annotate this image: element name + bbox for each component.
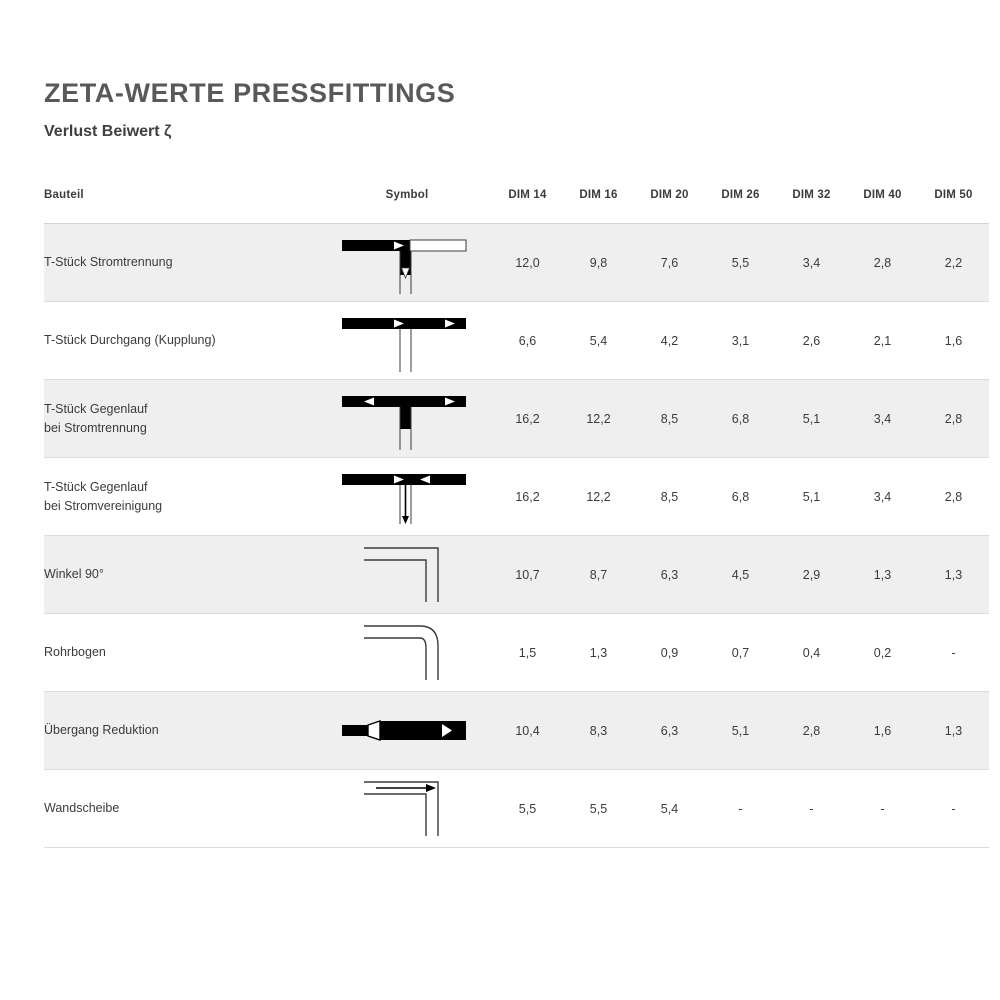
header-dim-50: DIM 50 bbox=[918, 167, 989, 224]
row-value: 0,9 bbox=[660, 645, 679, 660]
header-dim-32: DIM 32 bbox=[776, 167, 847, 224]
header-dim-20: DIM 20 bbox=[634, 167, 705, 224]
reducer-icon bbox=[322, 692, 492, 770]
wall-plate-icon bbox=[322, 770, 492, 848]
row-part-name bbox=[44, 302, 322, 380]
row-value: 8,5 bbox=[660, 411, 679, 426]
row-value: 0,2 bbox=[873, 645, 892, 660]
table-row bbox=[44, 380, 989, 458]
table-header-row bbox=[44, 167, 989, 224]
row-value: 8,5 bbox=[660, 489, 679, 504]
row-value: 5,1 bbox=[802, 489, 821, 504]
part-label-line1: T-Stück Gegenlauf bbox=[44, 480, 148, 495]
row-value: 5,5 bbox=[518, 801, 537, 816]
row-value: 10,4 bbox=[515, 723, 540, 738]
table-row bbox=[44, 302, 989, 380]
table-row bbox=[44, 770, 989, 848]
row-value: 6,8 bbox=[731, 411, 750, 426]
row-value: 10,7 bbox=[515, 567, 540, 582]
part-label-line2: bei Stromtrennung bbox=[44, 420, 147, 435]
row-value: 2,8 bbox=[873, 255, 892, 270]
row-value: 3,4 bbox=[873, 489, 892, 504]
table-row bbox=[44, 536, 989, 614]
table-row bbox=[44, 458, 989, 536]
row-part-name bbox=[44, 614, 322, 692]
row-value: 6,3 bbox=[660, 723, 679, 738]
row-value: 8,7 bbox=[589, 567, 608, 582]
row-value: 9,8 bbox=[589, 255, 608, 270]
table-row bbox=[44, 692, 989, 770]
row-value: 4,2 bbox=[660, 333, 679, 348]
row-value: 5,5 bbox=[589, 801, 608, 816]
row-value: 5,5 bbox=[731, 255, 750, 270]
table-row bbox=[44, 614, 989, 692]
header-symbol: Symbol bbox=[322, 167, 492, 224]
part-label-line2: bei Stromvereinigung bbox=[44, 498, 163, 513]
table-header bbox=[44, 167, 989, 224]
row-value: 1,6 bbox=[873, 723, 892, 738]
row-value: 0,7 bbox=[731, 645, 750, 660]
part-label-line1: T-Stück Gegenlauf bbox=[44, 402, 148, 417]
table-row bbox=[44, 224, 989, 302]
row-value: 5,1 bbox=[802, 411, 821, 426]
row-value: - bbox=[880, 801, 885, 816]
header-dim-16: DIM 16 bbox=[563, 167, 634, 224]
row-value: 12,2 bbox=[586, 489, 611, 504]
table-body bbox=[44, 224, 989, 848]
row-value: 2,8 bbox=[944, 411, 963, 426]
zeta-values-table bbox=[44, 167, 989, 848]
row-value: 3,4 bbox=[873, 411, 892, 426]
row-value: 16,2 bbox=[515, 489, 540, 504]
row-value: 2,8 bbox=[802, 723, 821, 738]
row-value: 12,0 bbox=[515, 255, 540, 270]
header-dim-14: DIM 14 bbox=[492, 167, 563, 224]
part-label-line1: T-Stück Stromtrennung bbox=[44, 255, 173, 270]
header-bauteil: Bauteil bbox=[44, 167, 322, 224]
row-value: 1,5 bbox=[518, 645, 537, 660]
row-part-name bbox=[44, 770, 322, 848]
row-value: 1,3 bbox=[589, 645, 608, 660]
row-value: 3,1 bbox=[731, 333, 750, 348]
row-value: 2,6 bbox=[802, 333, 821, 348]
row-value: - bbox=[951, 801, 956, 816]
header-dim-40: DIM 40 bbox=[847, 167, 918, 224]
row-value: 1,6 bbox=[944, 333, 963, 348]
row-value: 0,4 bbox=[802, 645, 821, 660]
tee-counterflow-split-icon bbox=[322, 380, 492, 458]
row-value: 1,3 bbox=[944, 567, 963, 582]
tee-counterflow-merge-icon bbox=[322, 458, 492, 536]
row-value: 5,1 bbox=[731, 723, 750, 738]
row-value: 1,3 bbox=[873, 567, 892, 582]
row-value: 2,1 bbox=[873, 333, 892, 348]
row-value: 6,8 bbox=[731, 489, 750, 504]
tee-straight-through-icon bbox=[322, 302, 492, 380]
row-value: 5,4 bbox=[660, 801, 679, 816]
row-value: 8,3 bbox=[589, 723, 608, 738]
part-label-line1: Übergang Reduktion bbox=[44, 723, 159, 738]
row-value: 6,3 bbox=[660, 567, 679, 582]
row-value: 3,4 bbox=[802, 255, 821, 270]
row-value: 2,8 bbox=[944, 489, 963, 504]
header-dim-26: DIM 26 bbox=[705, 167, 776, 224]
page-subtitle: Verlust Beiwert ζ bbox=[44, 123, 172, 140]
row-part-name bbox=[44, 536, 322, 614]
row-part-name bbox=[44, 458, 322, 536]
row-value: 5,4 bbox=[589, 333, 608, 348]
row-part-name bbox=[44, 224, 322, 302]
part-label-line1: T-Stück Durchgang (Kupplung) bbox=[44, 333, 216, 348]
row-value: 16,2 bbox=[515, 411, 540, 426]
part-label-line1: Rohrbogen bbox=[44, 645, 106, 660]
row-value: 4,5 bbox=[731, 567, 750, 582]
pipe-bend-icon bbox=[322, 614, 492, 692]
row-value: - bbox=[738, 801, 743, 816]
part-label-line1: Wandscheibe bbox=[44, 801, 120, 816]
row-value: 2,2 bbox=[944, 255, 963, 270]
row-value: 6,6 bbox=[518, 333, 537, 348]
part-label-line1: Winkel 90° bbox=[44, 567, 104, 582]
row-value: - bbox=[951, 645, 956, 660]
row-value: 2,9 bbox=[802, 567, 821, 582]
row-value: 7,6 bbox=[660, 255, 679, 270]
row-value: 1,3 bbox=[944, 723, 963, 738]
row-value: 12,2 bbox=[586, 411, 611, 426]
page-title: ZETA-WERTE PRESSFITTINGS bbox=[44, 78, 456, 108]
row-value: - bbox=[809, 801, 814, 816]
elbow-90-icon bbox=[322, 536, 492, 614]
tee-flow-split-icon bbox=[322, 224, 492, 302]
row-part-name bbox=[44, 380, 322, 458]
row-part-name bbox=[44, 692, 322, 770]
